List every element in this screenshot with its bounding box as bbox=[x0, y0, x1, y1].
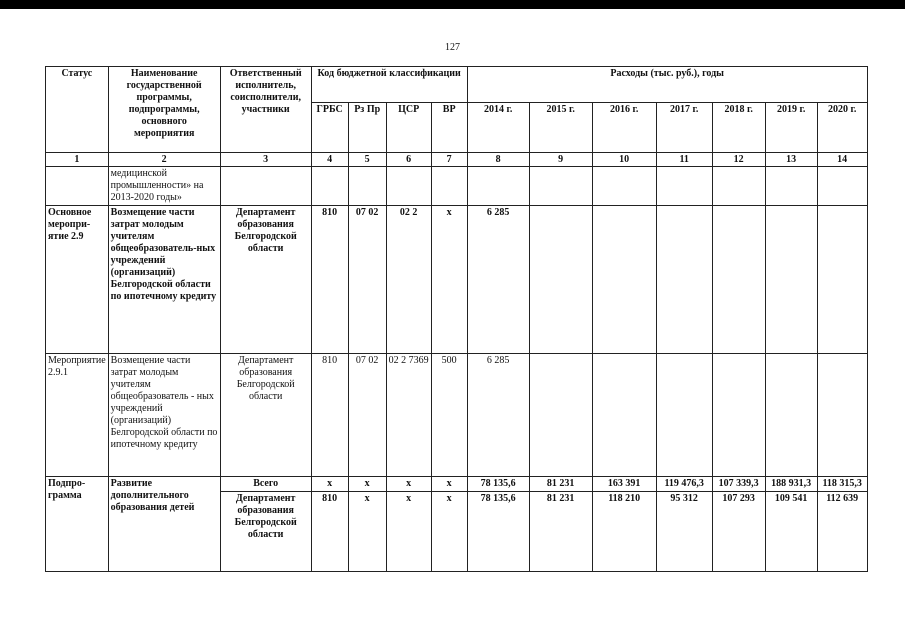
table-row-activity-2-9-1 bbox=[46, 354, 868, 477]
budget-table bbox=[45, 66, 868, 572]
row-value-2020: 112 639 bbox=[817, 492, 867, 572]
row-rzpr: х bbox=[348, 492, 386, 572]
row-csr: х bbox=[386, 477, 431, 492]
header-rzpr: Рз Пр bbox=[348, 103, 386, 153]
col-num: 11 bbox=[656, 153, 712, 167]
column-number-row bbox=[46, 153, 868, 167]
row-name: Возмещение части затрат молодым учителям общеобразователь-ных учреждений (организаций) Белгородской области по ипотечному кредиту bbox=[108, 206, 220, 354]
row-responsible: Департамент образования Белгородской области bbox=[220, 354, 311, 477]
col-num: 13 bbox=[765, 153, 817, 167]
row-value-2018: 107 339,3 bbox=[712, 477, 765, 492]
row-value-2014: 78 135,6 bbox=[467, 492, 529, 572]
program-name-continuation: медицинской промышленности» на 2013-2020 годы» bbox=[108, 167, 220, 206]
row-rzpr: х bbox=[348, 477, 386, 492]
row-vr: х bbox=[431, 492, 467, 572]
row-grbs: 810 bbox=[311, 206, 348, 354]
row-status: Основное меропри-ятие 2.9 bbox=[46, 206, 109, 354]
row-vr: х bbox=[431, 206, 467, 354]
col-num: 7 bbox=[431, 153, 467, 167]
row-total-label: Всего bbox=[220, 477, 311, 492]
row-value-2016: 118 210 bbox=[592, 492, 656, 572]
table-row-continuation bbox=[46, 167, 868, 206]
page-number: 127 bbox=[445, 42, 460, 53]
header-status: Статус bbox=[46, 67, 109, 153]
col-num: 2 bbox=[108, 153, 220, 167]
row-vr: 500 bbox=[431, 354, 467, 477]
row-vr: х bbox=[431, 477, 467, 492]
row-value-2014: 6 285 bbox=[467, 354, 529, 477]
col-num: 4 bbox=[311, 153, 348, 167]
header-year-2014: 2014 г. bbox=[467, 103, 529, 153]
row-value-2019: 109 541 bbox=[765, 492, 817, 572]
header-year-2019: 2019 г. bbox=[765, 103, 817, 153]
col-num: 14 bbox=[817, 153, 867, 167]
row-value-2017: 95 312 bbox=[656, 492, 712, 572]
row-value-2015: 81 231 bbox=[529, 477, 592, 492]
col-num: 8 bbox=[467, 153, 529, 167]
row-rzpr: 07 02 bbox=[348, 354, 386, 477]
row-value-2014: 78 135,6 bbox=[467, 477, 529, 492]
header-year-2015: 2015 г. bbox=[529, 103, 592, 153]
header-year-2016: 2016 г. bbox=[592, 103, 656, 153]
header-year-2020: 2020 г. bbox=[817, 103, 867, 153]
row-value-2015: 81 231 bbox=[529, 492, 592, 572]
col-num: 1 bbox=[46, 153, 109, 167]
row-rzpr: 07 02 bbox=[348, 206, 386, 354]
col-num: 9 bbox=[529, 153, 592, 167]
header-vr: ВР bbox=[431, 103, 467, 153]
header-grbs: ГРБС bbox=[311, 103, 348, 153]
header-responsible: Ответственный исполнитель, соисполнители, участники bbox=[220, 67, 311, 153]
row-value-2017: 119 476,3 bbox=[656, 477, 712, 492]
row-csr: 02 2 bbox=[386, 206, 431, 354]
row-grbs: 810 bbox=[311, 354, 348, 477]
header-csr: ЦСР bbox=[386, 103, 431, 153]
row-value-2018: 107 293 bbox=[712, 492, 765, 572]
header-year-2018: 2018 г. bbox=[712, 103, 765, 153]
row-name: Возмещение части затрат молодым учителям общеобразователь - ных учреждений (организаций) Белгородской области по ипотечному кредиту bbox=[108, 354, 220, 477]
table-row-subprogram-total bbox=[46, 477, 868, 492]
row-value-2016: 163 391 bbox=[592, 477, 656, 492]
scan-top-border bbox=[0, 0, 905, 9]
header-name: Наименование государственной программы, подпрограммы, основного мероприятия bbox=[108, 67, 220, 153]
row-responsible: Департамент образования Белгородской области bbox=[220, 492, 311, 572]
header-year-2017: 2017 г. bbox=[656, 103, 712, 153]
row-name: Развитие дополнительного образования детей bbox=[108, 477, 220, 572]
table-row-main-activity-2-9 bbox=[46, 206, 868, 354]
row-responsible: Департамент образования Белгородской области bbox=[220, 206, 311, 354]
col-num: 6 bbox=[386, 153, 431, 167]
col-num: 12 bbox=[712, 153, 765, 167]
row-csr: 02 2 7369 bbox=[386, 354, 431, 477]
row-value-2019: 188 931,3 bbox=[765, 477, 817, 492]
row-csr: х bbox=[386, 492, 431, 572]
row-status: Подпро-грамма bbox=[46, 477, 109, 572]
row-status: Мероприятие 2.9.1 bbox=[46, 354, 109, 477]
col-num: 3 bbox=[220, 153, 311, 167]
row-grbs: 810 bbox=[311, 492, 348, 572]
row-value-2020: 118 315,3 bbox=[817, 477, 867, 492]
header-expenses: Расходы (тыс. руб.), годы bbox=[467, 67, 867, 103]
row-value-2014: 6 285 bbox=[467, 206, 529, 354]
col-num: 10 bbox=[592, 153, 656, 167]
header-budget-code: Код бюджетной классификации bbox=[311, 67, 467, 103]
row-grbs: х bbox=[311, 477, 348, 492]
col-num: 5 bbox=[348, 153, 386, 167]
